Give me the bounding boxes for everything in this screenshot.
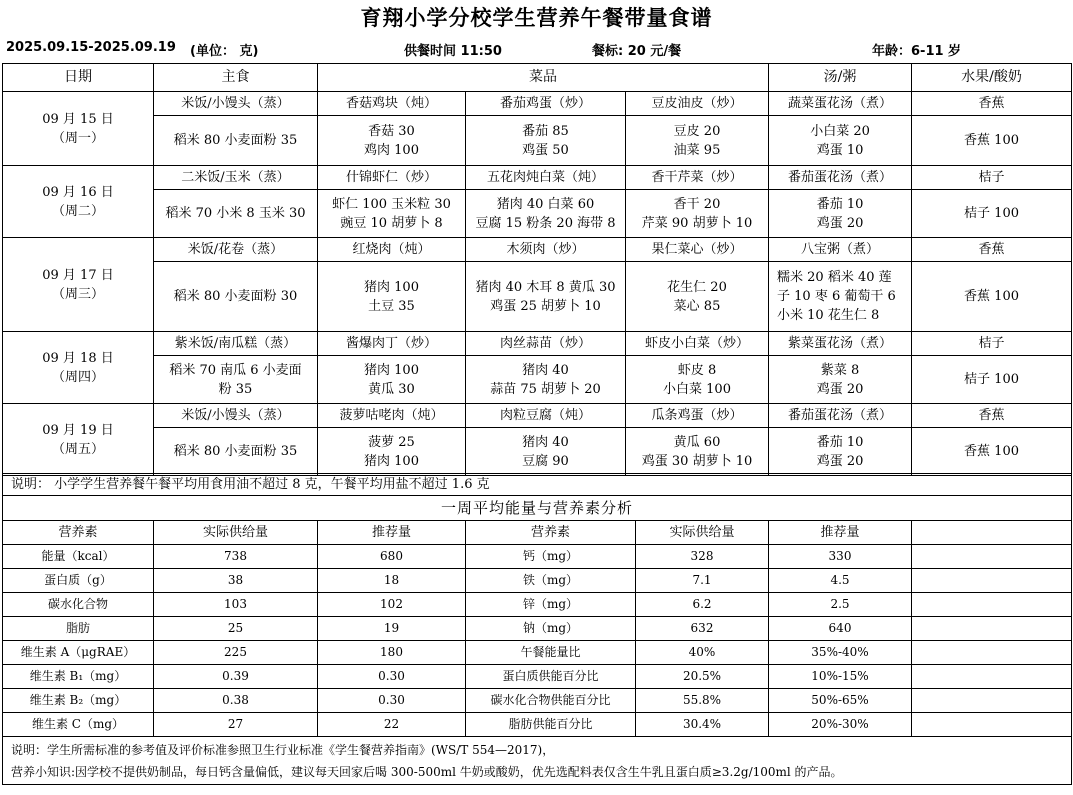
analysis-row [3, 713, 1072, 737]
staple-name: 米饭/小馒头（蒸） [154, 92, 318, 116]
analysis-empty-cell [912, 617, 1072, 641]
soup-name: 蔬菜蛋花汤（煮） [769, 92, 912, 116]
fruit-qty: 香蕉 100 [912, 262, 1072, 332]
dish1-name: 菠萝咕咾肉（炖） [318, 404, 466, 428]
dish3-name: 瓜条鸡蛋（炒） [626, 404, 769, 428]
qty-line: 菜心 85 [673, 298, 721, 314]
analysis-empty-cell [912, 713, 1072, 737]
qty-line: 鸡蛋 20 [816, 215, 864, 231]
analysis-note-row [3, 737, 1072, 785]
qty-line: 油菜 95 [673, 142, 721, 158]
analysis-row [3, 545, 1072, 569]
serve-time: 供餐时间 11:50 [404, 44, 502, 59]
qty-line: 鸡蛋 10 [816, 142, 864, 158]
analysis-note-tip: 营养小知识:因学校不提供奶制品，每日钙含量偏低，建议每天回家后喝 300-500ml 牛奶或酸奶，优先选配料表仅含生牛乳且蛋白质≥3.2g/100ml 的产品。 [11, 764, 843, 779]
analysis-cell: 0.38 [154, 689, 318, 713]
fruit-name: 香蕉 [912, 92, 1072, 116]
qty-line: 猪肉 40 [522, 434, 569, 450]
analysis-empty-cell [912, 665, 1072, 689]
menu-note: 说明： 小学学生营养餐午餐平均用食用油不超过 8 克，午餐平均用盐不超过 1.6 克 [3, 474, 1072, 496]
analysis-cell: 4.5 [769, 569, 912, 593]
analysis-cell: 640 [769, 617, 912, 641]
dish2-qty [466, 428, 626, 476]
qty-line: 鸡蛋 30 胡萝卜 10 [641, 453, 753, 469]
day-date-cell [3, 92, 154, 166]
dish2-qty [466, 116, 626, 166]
soup-qty [769, 190, 912, 238]
analysis-cell: 20%-30% [769, 713, 912, 737]
fruit-qty: 桔子 100 [912, 356, 1072, 404]
dish2-qty [466, 262, 626, 332]
analysis-cell: 738 [154, 545, 318, 569]
analysis-title: 一周平均能量与营养素分析 [3, 496, 1072, 521]
dish2-name: 肉丝蒜苗（炒） [466, 332, 626, 356]
analysis-row [3, 641, 1072, 665]
nutrition-table [2, 473, 1072, 785]
day-name-row [3, 92, 1072, 116]
analysis-row [3, 665, 1072, 689]
header-fruit: 水果/酸奶 [912, 64, 1072, 92]
analysis-header: 营养素 [3, 521, 154, 545]
staple-qty: 稻米 80 小麦面粉 35 [154, 428, 318, 476]
analysis-cell: 7.1 [636, 569, 769, 593]
analysis-cell: 328 [636, 545, 769, 569]
analysis-cell: 27 [154, 713, 318, 737]
day-name-row [3, 238, 1072, 262]
analysis-empty-cell [912, 545, 1072, 569]
soup-qty [769, 262, 912, 332]
qty-line: 黄瓜 60 [673, 434, 721, 450]
analysis-cell: 碳水化合物供能百分比 [466, 689, 636, 713]
analysis-cell: 碳水化合物 [3, 593, 154, 617]
day-qty-row [3, 116, 1072, 166]
analysis-row [3, 617, 1072, 641]
analysis-header: 营养素 [466, 521, 636, 545]
page-title: 育翔小学分校学生营养午餐带量食谱 [360, 5, 713, 30]
dish1-qty [318, 190, 466, 238]
dish2-name: 五花肉炖白菜（炖） [466, 166, 626, 190]
analysis-cell: 维生素 A（μgRAE） [3, 641, 154, 665]
day-qty-row [3, 262, 1072, 332]
analysis-cell: 19 [318, 617, 466, 641]
qty-line: 猪肉 100 [364, 453, 419, 469]
staple-name: 米饭/小馒头（蒸） [154, 404, 318, 428]
analysis-cell: 维生素 C（mg） [3, 713, 154, 737]
day-date: 09 月 18 日 [42, 350, 114, 366]
analysis-cell: 103 [154, 593, 318, 617]
header-soup: 汤/粥 [769, 64, 912, 92]
date-range: 2025.09.15-2025.09.19 [6, 40, 176, 55]
analysis-header-row [3, 521, 1072, 545]
day-date-cell [3, 332, 154, 404]
qty-line: 香菇 30 [368, 123, 415, 139]
soup-qty [769, 356, 912, 404]
day-date: 09 月 15 日 [42, 111, 114, 127]
qty-line: 虾仁 100 玉米粒 30 [332, 196, 451, 212]
fruit-name: 桔子 [912, 332, 1072, 356]
soup-name: 紫菜蛋花汤（煮） [769, 332, 912, 356]
analysis-header: 推荐量 [769, 521, 912, 545]
dish1-name: 香菇鸡块（炖） [318, 92, 466, 116]
qty-line: 豌豆 10 胡萝卜 8 [340, 215, 443, 231]
analysis-cell: 钙（mg） [466, 545, 636, 569]
dish2-name: 木须肉（炒） [466, 238, 626, 262]
menu-header-row [3, 64, 1072, 92]
meal-price: 餐标: 20 元/餐 [592, 44, 682, 59]
analysis-cell: 22 [318, 713, 466, 737]
qty-line: 菠萝 25 [368, 434, 415, 450]
analysis-cell: 维生素 B₂（mg） [3, 689, 154, 713]
dish1-name: 什锦虾仁（炒） [318, 166, 466, 190]
dish2-name: 肉粒豆腐（炖） [466, 404, 626, 428]
qty-line: 小白菜 20 [810, 123, 870, 139]
soup-qty [769, 116, 912, 166]
analysis-cell: 脂肪供能百分比 [466, 713, 636, 737]
qty-line: 香干 20 [673, 196, 721, 212]
qty-line: 土豆 35 [368, 298, 415, 314]
soup-qty [769, 428, 912, 476]
analysis-cell: 25 [154, 617, 318, 641]
qty-line: 猪肉 100 [364, 362, 419, 378]
fruit-qty: 香蕉 100 [912, 428, 1072, 476]
qty-line: 豆腐 15 粉条 20 海带 8 [475, 215, 616, 231]
staple-name: 二米饭/玉米（蒸） [154, 166, 318, 190]
qty-line: 猪肉 40 白菜 60 [496, 196, 595, 212]
analysis-cell: 蛋白质供能百分比 [466, 665, 636, 689]
analysis-cell: 38 [154, 569, 318, 593]
analysis-cell: 2.5 [769, 593, 912, 617]
dish3-qty [626, 428, 769, 476]
analysis-cell: 20.5% [636, 665, 769, 689]
header-staple: 主食 [154, 64, 318, 92]
day-name-row [3, 404, 1072, 428]
qty-line: 番茄 10 [816, 434, 864, 450]
analysis-cell: 0.30 [318, 665, 466, 689]
age-range: 年龄：6-11 岁 [872, 44, 962, 59]
dish2-qty [466, 190, 626, 238]
menu-note-row [3, 474, 1072, 496]
qty-line: 芹菜 90 胡萝卜 10 [641, 215, 753, 231]
analysis-cell: 102 [318, 593, 466, 617]
dish3-name: 果仁菜心（炒） [626, 238, 769, 262]
analysis-cell: 钠（mg） [466, 617, 636, 641]
day-weekday: （周二） [51, 203, 104, 219]
fruit-name: 香蕉 [912, 404, 1072, 428]
qty-line: 粉 35 [218, 381, 253, 397]
qty-line: 鸡蛋 25 胡萝卜 10 [490, 298, 601, 314]
analysis-cell: 铁（mg） [466, 569, 636, 593]
qty-line: 黄瓜 30 [368, 381, 415, 397]
analysis-empty-cell [912, 641, 1072, 665]
analysis-row [3, 569, 1072, 593]
day-weekday: （周四） [51, 369, 104, 385]
staple-name: 米饭/花卷（蒸） [154, 238, 318, 262]
dish3-name: 香干芹菜（炒） [626, 166, 769, 190]
qty-line: 紫菜 8 [820, 362, 860, 378]
soup-name: 番茄蛋花汤（煮） [769, 166, 912, 190]
analysis-cell: 330 [769, 545, 912, 569]
fruit-qty: 香蕉 100 [912, 116, 1072, 166]
analysis-cell: 蛋白质（g） [3, 569, 154, 593]
analysis-cell: 午餐能量比 [466, 641, 636, 665]
day-name-row [3, 332, 1072, 356]
soup-name: 八宝粥（煮） [769, 238, 912, 262]
dish3-qty [626, 356, 769, 404]
analysis-empty-cell [912, 521, 1072, 545]
analysis-cell: 632 [636, 617, 769, 641]
qty-line: 鸡蛋 20 [816, 453, 864, 469]
analysis-row [3, 689, 1072, 713]
analysis-cell: 55.8% [636, 689, 769, 713]
day-qty-row [3, 428, 1072, 476]
dish3-qty [626, 190, 769, 238]
day-date-cell [3, 238, 154, 332]
dish3-name: 豆皮油皮（炒） [626, 92, 769, 116]
analysis-cell: 能量（kcal） [3, 545, 154, 569]
analysis-cell: 0.39 [154, 665, 318, 689]
dish1-qty [318, 262, 466, 332]
day-date: 09 月 16 日 [42, 184, 114, 200]
analysis-header: 实际供给量 [154, 521, 318, 545]
qty-line: 番茄 85 [522, 123, 569, 139]
analysis-cell: 18 [318, 569, 466, 593]
qty-line: 猪肉 40 木耳 8 黄瓜 30 [475, 279, 616, 295]
analysis-note-standard: 说明：学生所需标准的参考值及评价标准参照卫生行业标准《学生餐营养指南》(WS/T 554—2017)， [11, 742, 555, 757]
dish1-name: 红烧肉（炖） [318, 238, 466, 262]
day-weekday: （周一） [51, 130, 104, 146]
dish3-qty [626, 262, 769, 332]
qty-line: 猪肉 40 [522, 362, 569, 378]
analysis-cell: 35%-40% [769, 641, 912, 665]
fruit-qty: 桔子 100 [912, 190, 1072, 238]
analysis-cell: 维生素 B₁（mg） [3, 665, 154, 689]
analysis-cell: 225 [154, 641, 318, 665]
qty-line: 猪肉 100 [364, 279, 419, 295]
analysis-cell: 0.30 [318, 689, 466, 713]
day-weekday: （周五） [51, 441, 104, 457]
analysis-cell: 锌（mg） [466, 593, 636, 617]
analysis-row [3, 593, 1072, 617]
qty-line: 子 10 枣 6 葡萄干 6 [777, 289, 896, 304]
analysis-cell: 680 [318, 545, 466, 569]
analysis-cell: 180 [318, 641, 466, 665]
analysis-empty-cell [912, 569, 1072, 593]
dish2-qty [466, 356, 626, 404]
analysis-title-row [3, 496, 1072, 521]
staple-qty: 稻米 80 小麦面粉 30 [154, 262, 318, 332]
staple-qty: 稻米 80 小麦面粉 35 [154, 116, 318, 166]
qty-line: 鸡蛋 20 [816, 381, 864, 397]
analysis-cell: 40% [636, 641, 769, 665]
day-date: 09 月 17 日 [42, 267, 114, 283]
menu-table [2, 63, 1072, 476]
unit-label: (单位： 克) [190, 44, 259, 59]
day-qty-row [3, 190, 1072, 238]
analysis-cell: 50%-65% [769, 689, 912, 713]
qty-line: 鸡肉 100 [364, 142, 419, 158]
dish2-name: 番茄鸡蛋（炒） [466, 92, 626, 116]
qty-line: 小白菜 100 [663, 381, 731, 397]
day-date-cell [3, 404, 154, 476]
analysis-header: 推荐量 [318, 521, 466, 545]
qty-line: 花生仁 20 [667, 279, 727, 295]
analysis-header: 实际供给量 [636, 521, 769, 545]
qty-line: 糯米 20 稻米 40 莲 [777, 270, 892, 285]
analysis-cell: 脂肪 [3, 617, 154, 641]
analysis-cell: 30.4% [636, 713, 769, 737]
fruit-name: 香蕉 [912, 238, 1072, 262]
day-date: 09 月 19 日 [42, 422, 114, 438]
day-name-row [3, 166, 1072, 190]
staple-qty: 稻米 70 小米 8 玉米 30 [154, 190, 318, 238]
analysis-cell: 10%-15% [769, 665, 912, 689]
analysis-empty-cell [912, 593, 1072, 617]
analysis-empty-cell [912, 689, 1072, 713]
dish1-qty [318, 428, 466, 476]
day-date-cell [3, 166, 154, 238]
header-dishes: 菜品 [318, 64, 769, 92]
staple-name: 紫米饭/南瓜糕（蒸） [154, 332, 318, 356]
qty-line: 豆腐 90 [522, 453, 569, 469]
staple-qty [154, 356, 318, 404]
qty-line: 虾皮 8 [677, 362, 717, 378]
dish3-qty [626, 116, 769, 166]
day-weekday: （周三） [51, 286, 104, 302]
qty-line: 鸡蛋 50 [522, 142, 569, 158]
dish1-name: 酱爆肉丁（炒） [318, 332, 466, 356]
qty-line: 豆皮 20 [673, 123, 721, 139]
qty-line: 番茄 10 [816, 196, 864, 212]
qty-line: 小米 10 花生仁 8 [777, 308, 880, 323]
dish1-qty [318, 116, 466, 166]
qty-line: 蒜苗 75 胡萝卜 20 [490, 381, 601, 397]
day-qty-row [3, 356, 1072, 404]
qty-line: 稻米 70 南瓜 6 小麦面 [169, 362, 302, 378]
header-date: 日期 [3, 64, 154, 92]
soup-name: 番茄蛋花汤（煮） [769, 404, 912, 428]
dish1-qty [318, 356, 466, 404]
dish3-name: 虾皮小白菜（炒） [626, 332, 769, 356]
fruit-name: 桔子 [912, 166, 1072, 190]
analysis-notes [3, 737, 1072, 785]
analysis-cell: 6.2 [636, 593, 769, 617]
